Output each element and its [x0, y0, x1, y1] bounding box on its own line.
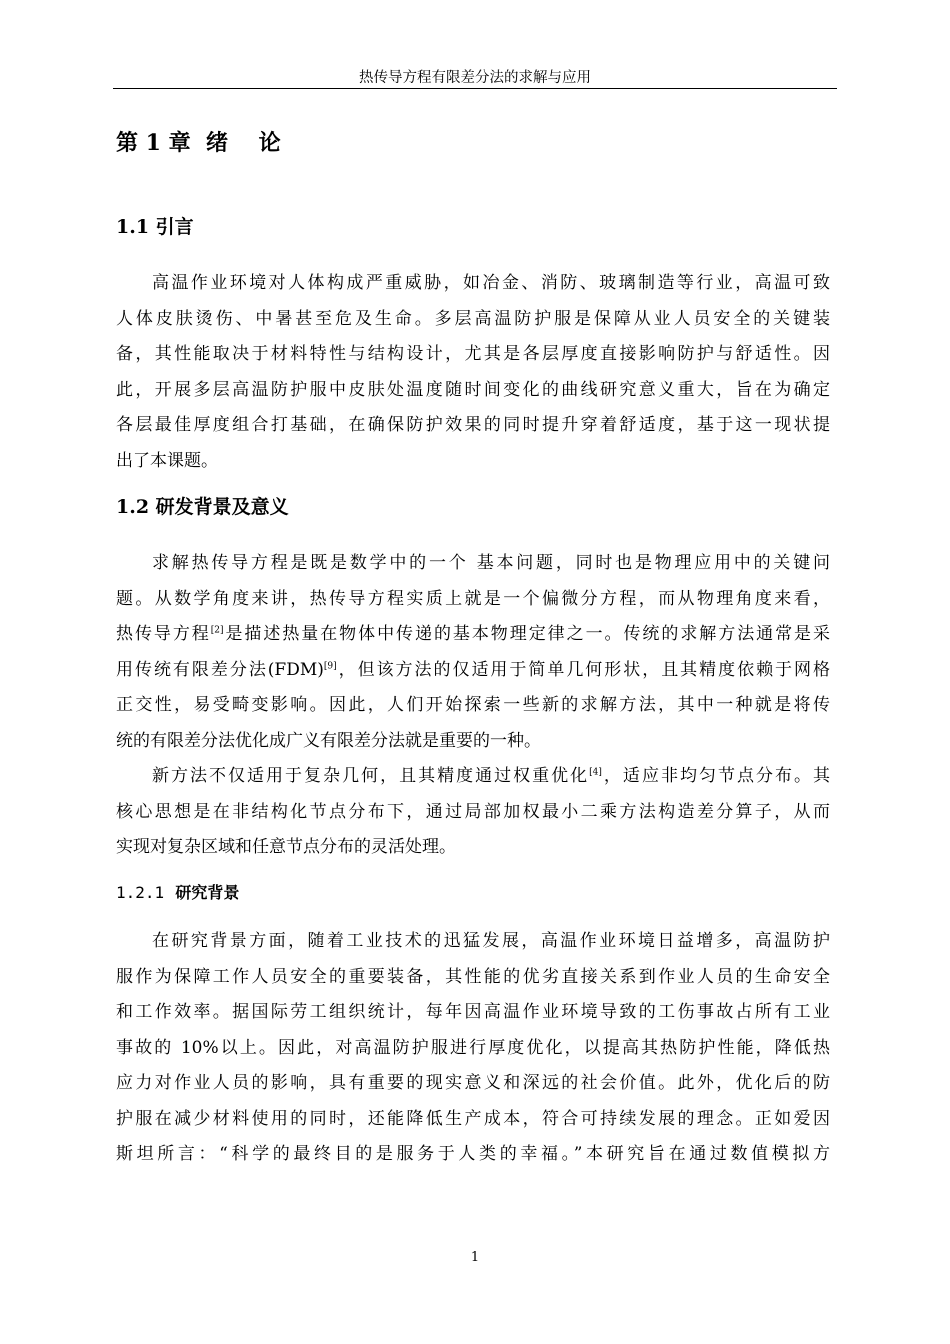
text-line: 人体皮肤烫伤、中暑甚至危及生命。多层高温防护服是保障从业人员安全的关键装	[116, 308, 830, 329]
paragraph-background-2	[116, 759, 830, 866]
text-run: 新方法不仅适用于复杂几何，且其精度通过权重优化	[152, 766, 590, 786]
text-line: 实现对复杂区域和任意节点分布的灵活处理。	[116, 837, 456, 857]
subsection-title: 研究背景	[175, 883, 240, 902]
text-line	[116, 617, 830, 653]
text-line: 正交性，易受畸变影响。因此，人们开始探索一些新的求解方法，其中一种就是将传	[116, 695, 830, 715]
text-line	[116, 759, 830, 795]
text-line: 此，开展多层高温防护服中皮肤处温度随时间变化的曲线研究意义重大，旨在为确定	[116, 379, 830, 400]
text-line: 事故的 10%以上。因此，对高温防护服进行厚度优化，以提高其热防护性能，降低热	[116, 1037, 830, 1058]
text-run: ，但该方法的仅适用于简单几何形状，且其精度依赖于网格	[336, 659, 830, 680]
text-line: 题。从数学角度来讲，热传导方程实质上就是一个偏微分方程，而从物理角度来看，	[116, 588, 830, 609]
citation-ref: [2]	[210, 625, 224, 636]
text-line: 和工作效率。据国际劳工组织统计，每年因高温作业环境导致的工伤事故占所有工业	[116, 1002, 830, 1022]
paragraph-introduction	[116, 266, 830, 479]
text-line: 在研究背景方面，随着工业技术的迅猛发展，高温作业环境日益增多，高温防护	[152, 931, 830, 951]
text-run: 是描述热量在物体中传递的基本物理定律之一。传统的求解方法通常是采	[223, 624, 831, 644]
subsection-number: 1.2.1	[116, 883, 165, 902]
text-run: ，适应非均匀节点分布。其	[601, 766, 831, 786]
chapter-title: 第 1 章 绪 论	[116, 130, 281, 156]
text-line: 求解热传导方程是既是数学中的一个 基本问题，同时也是物理应用中的关键问	[152, 553, 830, 573]
page-number: 1	[470, 1250, 480, 1265]
text-run: 用传统有限差分法(FDM)	[116, 659, 324, 680]
text-line: 出了本课题。	[116, 450, 218, 471]
text-line: 高温作业环境对人体构成严重威胁，如冶金、消防、玻璃制造等行业，高温可致	[152, 273, 830, 293]
citation-ref: [9]	[323, 660, 337, 671]
header-rule	[113, 88, 837, 89]
text-run: 热传导方程	[116, 624, 211, 644]
citation-ref: [4]	[589, 767, 602, 778]
section-heading-1-2: 1.2 研发背景及意义	[116, 496, 289, 518]
text-line: 护服在减少材料使用的同时，还能降低生产成本，符合可持续发展的理念。正如爱因	[116, 1108, 830, 1129]
text-line: 各层最佳厚度组合打基础，在确保防护效果的同时提升穿着舒适度，基于这一现状提	[116, 415, 830, 435]
text-line: 备，其性能取决于材料特性与结构设计，尤其是各层厚度直接影响防护与舒适性。因	[116, 344, 830, 364]
text-line: 应力对作业人员的影响，具有重要的现实意义和深远的社会价值。此外，优化后的防	[116, 1073, 830, 1093]
subsection-heading-1-2-1	[116, 880, 239, 903]
paragraph-research-background	[116, 924, 830, 1173]
running-header: 热传导方程有限差分法的求解与应用	[359, 70, 591, 86]
text-line: 统的有限差分法优化成广义有限差分法就是重要的一种。	[116, 730, 541, 751]
text-line: 核心思想是在非结构化节点分布下，通过局部加权最小二乘方法构造差分算子，从而	[116, 801, 830, 822]
text-line: 斯坦所言：“科学的最终目的是服务于人类的幸福。”本研究旨在通过数值模拟方	[116, 1144, 830, 1164]
paragraph-background-1	[116, 546, 830, 759]
section-heading-1-1: 1.1 引言	[116, 216, 194, 238]
text-line	[116, 653, 830, 689]
text-line: 服作为保障工作人员安全的重要装备，其性能的优劣直接关系到作业人员的生命安全	[116, 966, 830, 987]
